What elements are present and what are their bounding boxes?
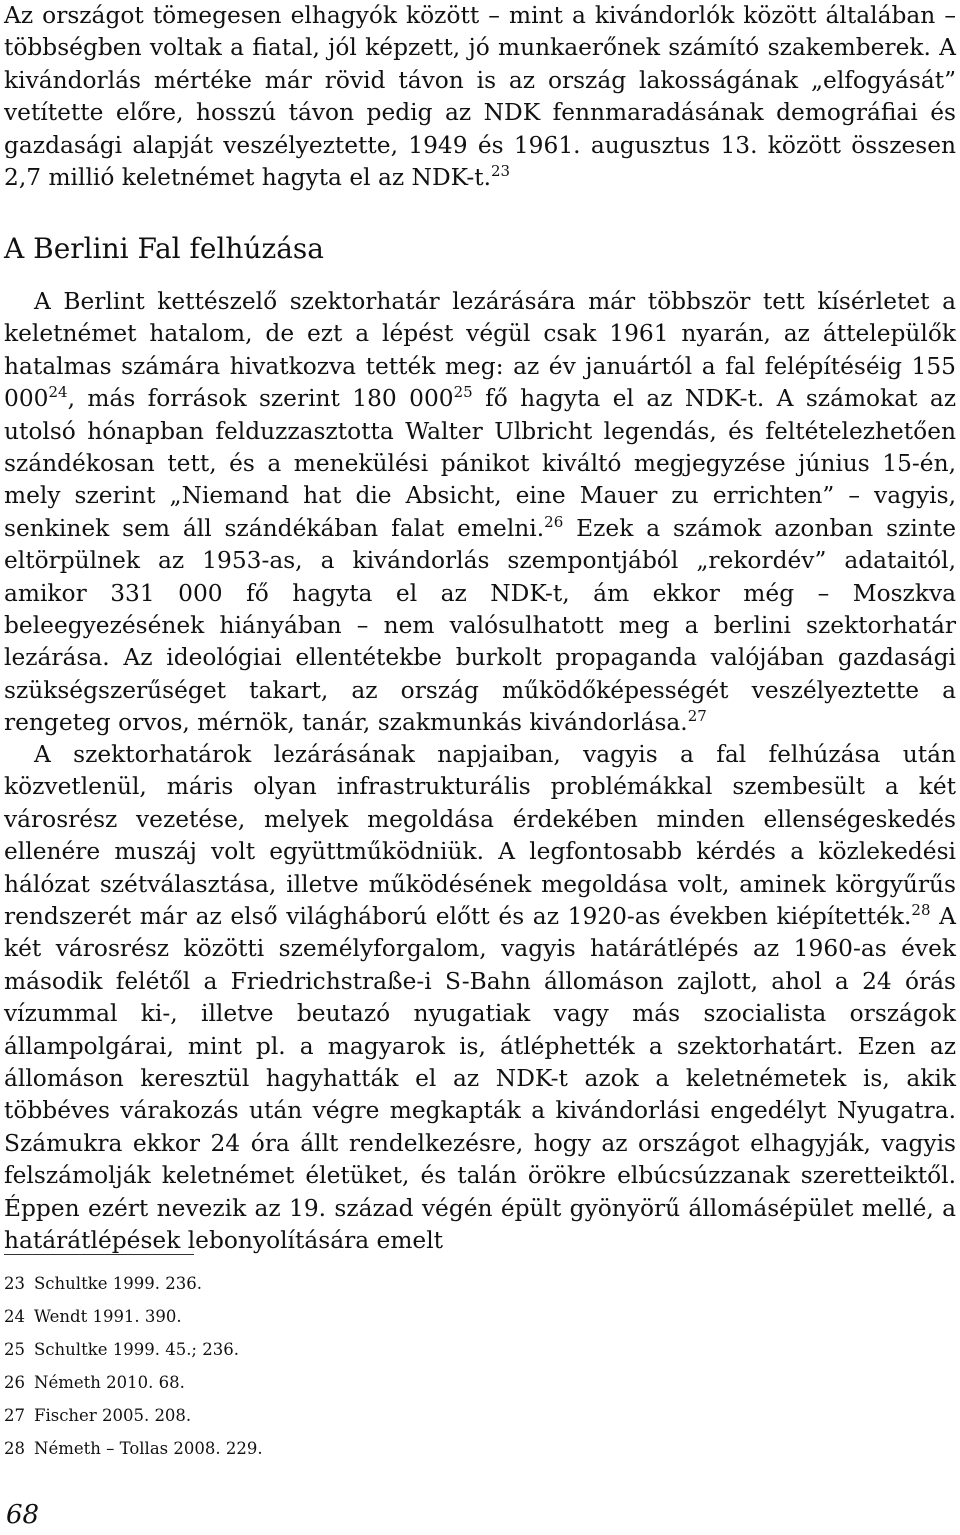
body-paragraph-2: [4, 739, 956, 1258]
footnote-number: 27: [4, 1406, 25, 1425]
footnote-item: [4, 1399, 263, 1432]
intro-paragraph: [4, 0, 956, 194]
footnote-ref-28[interactable]: 28: [911, 901, 931, 920]
footnote-ref-25[interactable]: 25: [453, 383, 473, 402]
footnote-item: [4, 1267, 263, 1300]
footnote-divider: [4, 1254, 194, 1255]
para2-text-a: A szektorhatárok lezárásának napjaiban, vagyis a fal felhúzása után közvetlenül, máris olyan infrastrukturális problémákkal szembesült a két városrész vezetése, melyek megoldása érdekében minden ellenségeskedés ellenére muszáj volt együttműködniük. A legfontosabb kérdés a közlekedési hálózat szétválasztása, illetve működésének megoldása volt, aminek körgyűrűs rendszerét már az első világháború előtt és az 1920-as években kiépítették.: [4, 741, 956, 931]
footnote-item: [4, 1366, 263, 1399]
footnote-ref-26[interactable]: 26: [544, 512, 564, 531]
intro-text: Az országot tömegesen elhagyók között – mint a kivándorlók között általában – többségben voltak a fiatal, jól képzett, jó munkaerőnek számító szakemberek. A kivándorlás mértéke már rövid távon is az ország lakosságának „elfogyását” vetítette előre, hosszú távon pedig az NDK fennmaradásának demográfiai és gazdasági alapját veszélyeztette, 1949 és 1961. augusztus 13. között összesen 2,7 millió keletnémet hagyta el az NDK-t.: [4, 2, 956, 192]
footnote-number: 28: [4, 1439, 25, 1458]
footnote-number: 23: [4, 1274, 25, 1293]
footnote-ref-27[interactable]: 27: [687, 707, 707, 726]
para1-text-a: A Berlint kettészelő szektorhatár lezárására már többször tett kísérletet a keletnémet hatalom, de ezt a lépést végül csak 1961 nyarán, az áttelepülők hatalmas számára hivatkozva tették meg: az év januártól a fal felépítéséig 155 000: [4, 288, 956, 413]
footnote-number: 26: [4, 1373, 25, 1392]
footnote-ref-23[interactable]: 23: [490, 162, 511, 181]
para1-text-b: , más források szerint 180 000: [67, 385, 454, 413]
footnote-text: Németh 2010. 68.: [34, 1373, 185, 1392]
footnote-number: 24: [4, 1307, 25, 1326]
footnote-text: Schultke 1999. 45.; 236.: [34, 1340, 239, 1359]
footnote-item: [4, 1333, 263, 1366]
footnote-number: 25: [4, 1340, 25, 1359]
section-heading: A Berlini Fal felhúzása: [4, 232, 324, 265]
page-number: 68: [6, 1500, 40, 1530]
para2-text-b: A két városrész közötti személyforgalom, vagyis határátlépés az 1960-as évek második felétől a Friedrichstraße-i S-Bahn állomáson zajlott, ahol a 24 órás vízummal ki-, illetve beutazó nyugatiak vagy más szocialista országok állampolgárai, mint pl. a magyarok is, átléphették a szektorhatárt. Ezen az állomáson keresztül hagyhatták el az NDK-t azok a keletnémetek is, akik többéves várakozás után végre megkapták a kivándorlási engedélyt Nyugatra. Számukra ekkor 24 óra állt rendelkezésre, hogy az országot elhagyják, vagyis felszámolják keletnémet életüket, és talán örökre elbúcsúzzanak szeretteiktől. Éppen ezért nevezik az 19. század végén épült gyönyörű állomásépület mellé, a határátlépések lebonyolítására emelt: [4, 903, 956, 1255]
footnote-item: [4, 1300, 263, 1333]
footnote-item: [4, 1432, 263, 1465]
footnote-ref-24[interactable]: 24: [48, 383, 68, 402]
footnote-text: Németh – Tollas 2008. 229.: [34, 1439, 263, 1458]
body-paragraph-1: [4, 286, 956, 740]
footnote-list: [4, 1267, 263, 1465]
para1-text-d: Ezek a számok azonban szinte eltörpülnek az 1953-as, a kivándorlás szempontjából „rekordév” adataitól, amikor 331 000 fő hagyta el az NDK-t, ám ekkor még – Moszkva beleegyezésének hiányában – nem valósulhatott meg a berlini szektorhatár lezárása. Az ideológiai ellentétekbe burkolt propaganda valójában gazdasági szükségszerűséget takart, az ország működőképességét veszélyeztette a rengeteg orvos, mérnök, tanár, szakmunkás kivándorlása.: [4, 514, 956, 737]
footnote-text: Schultke 1999. 236.: [34, 1274, 202, 1293]
footnote-text: Wendt 1991. 390.: [34, 1307, 182, 1326]
para1-text-c: fő hagyta el az NDK-t. A számokat az utolsó hónapban felduzzasztotta Walter Ulbricht legendás, és feltételezhetően szándékosan tett, és a menekülési pánikot kiváltó megjegyzése június 15-én, mely szerint „Niemand hat die Absicht, eine Mauer zu errichten” – vagyis, senkinek sem áll szándékában falat emelni.: [4, 385, 956, 542]
footnote-text: Fischer 2005. 208.: [34, 1406, 192, 1425]
